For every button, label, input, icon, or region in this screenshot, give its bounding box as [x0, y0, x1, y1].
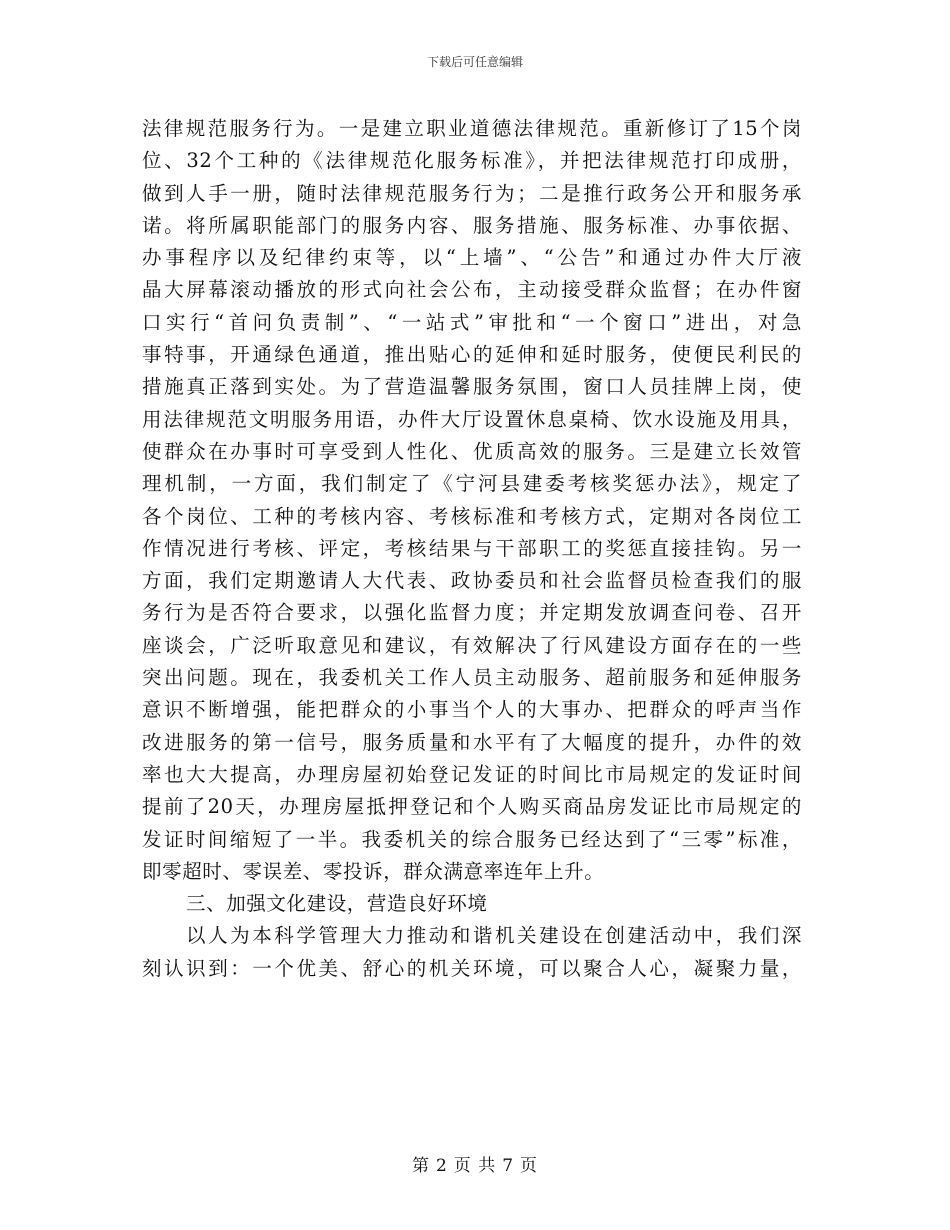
text-line: 措施真正落到实处。为了营造温馨服务氛围，窗口人员挂牌上岗，使 — [142, 375, 802, 399]
footer-suffix: 页 — [520, 1156, 539, 1176]
section-heading: 三、加强文化建设，营造良好环境 — [186, 892, 488, 916]
text-line: 诺。将所属职能部门的服务内容、服务措施、服务标准、办事依据、 — [142, 213, 802, 237]
text-line: 位、32个工种的《法律规范化服务标准》，并把法律规范打印成册， — [142, 149, 802, 173]
text-line: 提前了20天，办理房屋抵押登记和个人购买商品房发证比市局规定的 — [142, 795, 802, 819]
text-line: 刻认识到：一个优美、舒心的机关环境，可以聚合人心，凝聚力量， — [142, 956, 802, 980]
text-line: 座谈会，广泛听取意见和建议，有效解决了行风建设方面存在的一些 — [142, 633, 802, 657]
page-header: 下载后可任意编辑 — [426, 55, 523, 69]
footer-middle: 页 共 — [453, 1156, 497, 1176]
text-line: 即零超时、零误差、零投诉，群众满意率连年上升。 — [142, 859, 605, 883]
text-line: 突出问题。现在，我委机关工作人员主动服务、超前服务和延伸服务 — [142, 666, 802, 690]
total-pages-number: 7 — [502, 1156, 515, 1176]
page-footer — [0, 1155, 950, 1177]
current-page-number: 2 — [435, 1156, 448, 1176]
text-line: 做到人手一册，随时法律规范服务行为；二是推行政务公开和服务承 — [142, 181, 802, 205]
footer-prefix: 第 — [411, 1156, 430, 1176]
text-line: 率也大大提高，办理房屋初始登记发证的时间比市局规定的发证时间 — [142, 762, 802, 786]
text-line: 各个岗位、工种的考核内容、考核标准和考核方式，定期对各岗位工 — [142, 504, 802, 528]
text-line: 作情况进行考核、评定，考核结果与干部职工的奖惩直接挂钩。另一 — [142, 536, 802, 560]
text-line: 晶大屏幕滚动播放的形式向社会公布，主动接受群众监督；在办件窗 — [142, 278, 802, 302]
text-line: 理机制，一方面，我们制定了《宁河县建委考核奖惩办法》，规定了 — [142, 472, 802, 496]
document-body — [142, 113, 802, 985]
text-line: 口实行“首问负责制”、“一站式”审批和“一个窗口”进出，对急 — [142, 310, 802, 334]
text-line: 以人为本科学管理大力推动和谐机关建设在创建活动中，我们深 — [186, 924, 802, 948]
text-line: 使群众在办事时可享受到人性化、优质高效的服务。三是建立长效管 — [142, 439, 802, 463]
text-line: 意识不断增强，能把群众的小事当个人的大事办、把群众的呼声当作 — [142, 698, 802, 722]
text-line: 务行为是否符合要求，以强化监督力度；并定期发放调查问卷、召开 — [142, 601, 802, 625]
text-line: 发证时间缩短了一半。我委机关的综合服务已经达到了“三零”标准， — [142, 827, 802, 851]
text-line: 方面，我们定期邀请人大代表、政协委员和社会监督员检查我们的服 — [142, 569, 802, 593]
text-line: 办事程序以及纪律约束等，以“上墙”、“公告”和通过办件大厅液 — [142, 246, 802, 270]
text-line: 用法律规范文明服务用语，办件大厅设置休息桌椅、饮水设施及用具， — [142, 407, 802, 431]
text-line: 法律规范服务行为。一是建立职业道德法律规范。重新修订了15个岗 — [142, 117, 802, 140]
text-line: 改进服务的第一信号，服务质量和水平有了大幅度的提升，办件的效 — [142, 730, 802, 754]
text-line: 事特事，开通绿色通道，推出贴心的延伸和延时服务，使便民利民的 — [142, 343, 802, 367]
